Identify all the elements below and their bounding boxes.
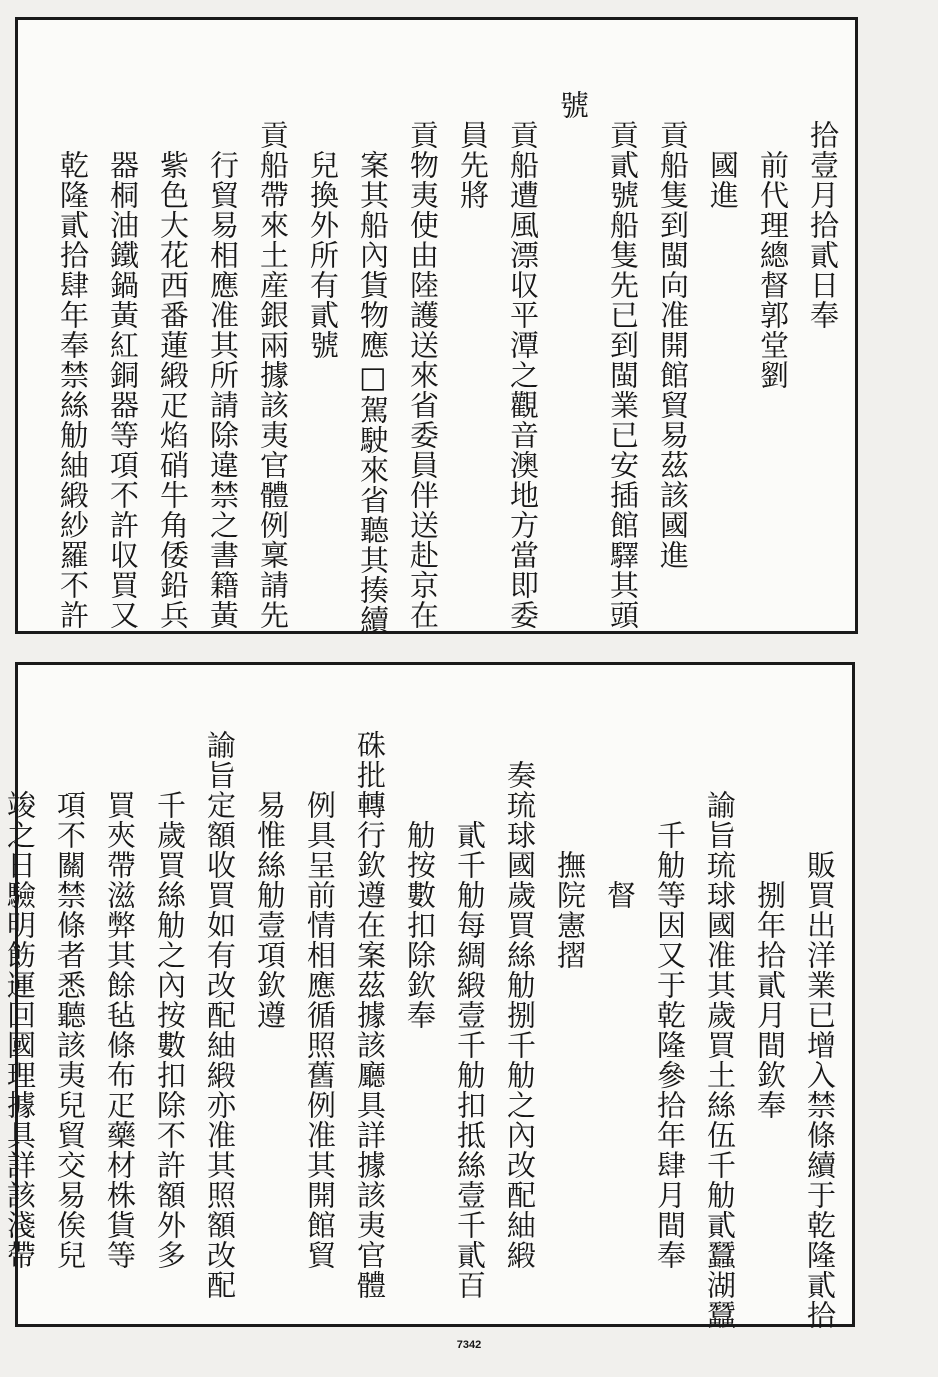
bottom-text-column: 督 (603, 880, 637, 910)
top-text-columns (37, 90, 840, 635)
bottom-text-column: 貳千觔每綢緞壹千觔扣抵絲壹千貳百 (453, 820, 487, 1300)
top-text-column: 乾隆貳拾肆年奉禁絲觔紬緞紗羅不許 (56, 150, 90, 630)
bottom-text-column: 買夾帶滋弊其餘毡條布疋藥材株貨等 (103, 790, 137, 1270)
bottom-text-column: 諭旨定額收買如有改配紬緞亦准其照額改配 (203, 730, 237, 1300)
top-text-column: 器桐油鐵鍋黃紅銅器等項不許収買又 (106, 150, 140, 630)
top-text-column: 貢貳號船隻先已到閩業已安插館驛其頭 (606, 120, 640, 630)
top-manuscript-page (15, 17, 858, 634)
top-text-column: 員先將 (456, 120, 490, 210)
top-text-column: 前代理總督郭堂劉 (756, 150, 790, 390)
bottom-text-column: 撫院憲摺 (553, 850, 587, 970)
top-text-column: 國進 (706, 150, 740, 210)
top-text-column: 貢船隻到閩向准開館貿易茲該國進 (656, 120, 690, 570)
bottom-text-column: 觔按數扣除欽奉 (403, 820, 437, 1030)
top-text-column: 貢物夷使由陸護送來省委員伴送赴京在 (406, 120, 440, 630)
bottom-text-column: 硃批轉行欽遵在案茲據該廳具詳據該夷官體 (353, 730, 387, 1300)
bottom-text-column: 項不關禁條者悉聽該夷兒貿交易俟兒 (53, 790, 87, 1270)
bottom-text-column: 例具呈前情相應循照舊例准其開館貿 (303, 790, 337, 1270)
page-number: 7342 (456, 1339, 482, 1351)
bottom-text-column: 販買出洋業已增入禁條續于乾隆貳拾 (803, 850, 837, 1330)
top-text-column: 紫色大花西番蓮緞疋焰硝牛角倭鉛兵 (156, 150, 190, 630)
top-text-column: 號 (556, 90, 590, 120)
bottom-text-column: 捌年拾貳月間欽奉 (753, 880, 787, 1120)
top-text-column: 兒換外所有貳號 (306, 150, 340, 360)
bottom-text-column: 竣之日驗明飭運回國理據具詳該淺帶 (3, 790, 37, 1270)
top-text-column: 案其船內貨物應□駕駛來省聽其揍續 (356, 150, 390, 635)
bottom-text-column: 千觔等因又于乾隆參拾年肆月間奉 (653, 820, 687, 1270)
bottom-text-columns (0, 730, 837, 1330)
bottom-text-column: 易惟絲觔壹項欽遵 (253, 790, 287, 1030)
bottom-text-column: 奏琉球國歲買絲觔捌千觔之內改配紬緞 (503, 760, 537, 1270)
top-text-column: 貢船遭風漂収平潭之觀音澳地方當即委 (506, 120, 540, 630)
bottom-text-column: 諭旨琉球國准其歲買土絲伍千觔貳蠶湖蠶 (703, 790, 737, 1330)
top-text-column: 拾壹月拾貳日奉 (806, 120, 840, 330)
bottom-manuscript-page (3, 662, 855, 1330)
top-text-column: 行貿易相應准其所請除違禁之書籍黃 (206, 150, 240, 630)
top-text-column: 貢船帶來土産銀兩據該夷官體例稟請先 (256, 120, 290, 630)
bottom-text-column: 千歲買絲觔之內按數扣除不許額外多 (153, 790, 187, 1270)
